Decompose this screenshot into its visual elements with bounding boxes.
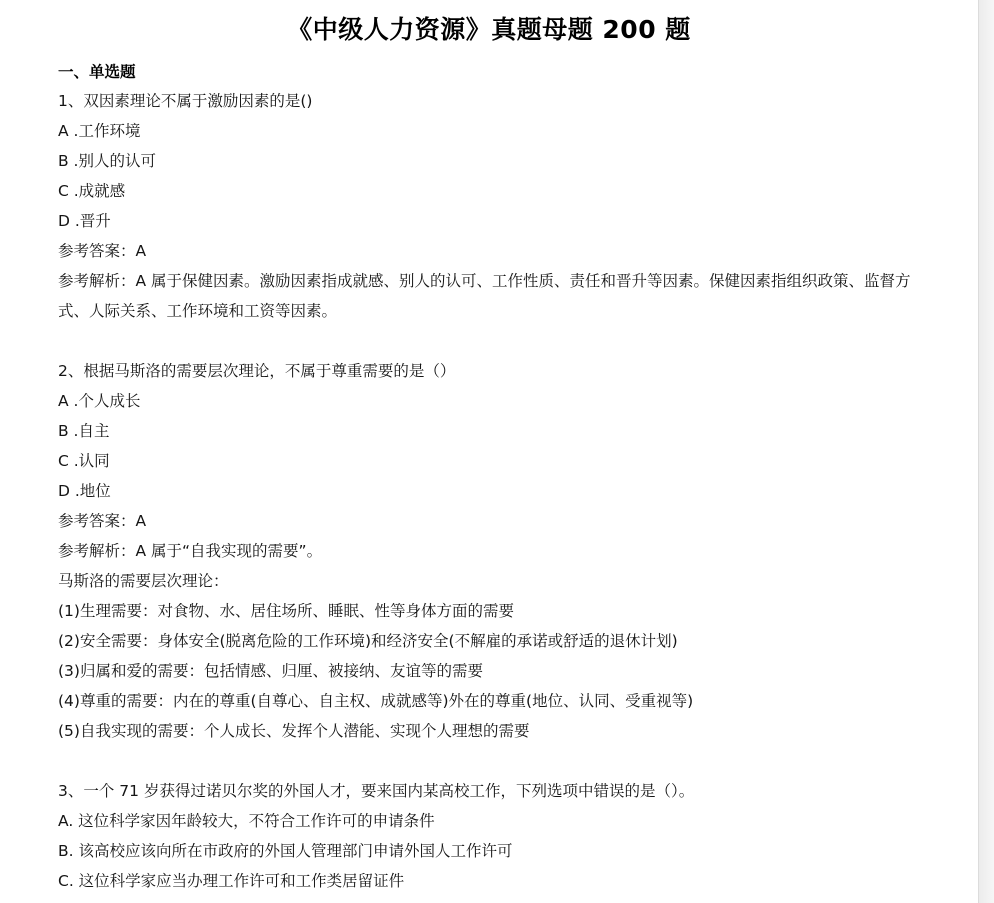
page-edge bbox=[978, 0, 994, 903]
option-b: B. 该高校应该向所在市政府的外国人管理部门申请外国人工作许可 bbox=[58, 842, 513, 860]
question-1 bbox=[58, 86, 948, 326]
section-heading: 一、单选题 bbox=[58, 63, 136, 81]
option-b: B .别人的认可 bbox=[58, 152, 156, 170]
analysis-note: 马斯洛的需要层次理论： bbox=[58, 572, 229, 590]
analysis-note: (2)安全需要：身体安全(脱离危险的工作环境)和经济安全(不解雇的承诺或舒适的退休计划) bbox=[58, 632, 678, 650]
option-a: A. 这位科学家因年龄较大，不符合工作许可的申请条件 bbox=[58, 812, 435, 830]
reference-analysis: 参考解析：A 属于“自我实现的需要”。 bbox=[58, 542, 323, 560]
option-c: C .认同 bbox=[58, 452, 110, 470]
analysis-note: (1)生理需要：对食物、水、居住场所、睡眠、性等身体方面的需要 bbox=[58, 602, 514, 620]
spacer bbox=[58, 326, 948, 356]
analysis-note: (4)尊重的需要：内在的尊重(自尊心、自主权、成就感等)外在的尊重(地位、认同、受重视等) bbox=[58, 692, 694, 710]
spacer bbox=[58, 746, 948, 776]
analysis-note: (3)归属和爱的需要：包括情感、归厘、被接纳、友谊等的需要 bbox=[58, 662, 483, 680]
reference-analysis: 参考解析：A 属于保健因素。激励因素指成就感、别人的认可、工作性质、责任和晋升等因素。保健因素指组织政策、监督方式、人际关系、工作环境和工资等因素。 bbox=[58, 272, 911, 320]
question-2 bbox=[58, 356, 948, 746]
option-c: C. 这位科学家应当办理工作许可和工作类居留证件 bbox=[58, 872, 405, 890]
question-3 bbox=[58, 776, 948, 896]
document-body bbox=[58, 58, 948, 896]
option-c: C .成就感 bbox=[58, 182, 126, 200]
question-stem: 2、根据马斯洛的需要层次理论，不属于尊重需要的是（） bbox=[58, 362, 456, 380]
document-title: 《中级人力资源》真题母题 200 题 bbox=[287, 15, 691, 44]
reference-answer: 参考答案：A bbox=[58, 512, 147, 530]
question-stem: 1、双因素理论不属于激励因素的是() bbox=[58, 92, 313, 110]
option-a: A .个人成长 bbox=[58, 392, 141, 410]
option-a: A .工作环境 bbox=[58, 122, 141, 140]
option-d: D .地位 bbox=[58, 482, 111, 500]
question-stem: 3、一个 71 岁获得过诺贝尔奖的外国人才，要来国内某高校工作，下列选项中错误的是（）。 bbox=[58, 782, 695, 800]
analysis-note: (5)自我实现的需要：个人成长、发挥个人潜能、实现个人理想的需要 bbox=[58, 722, 530, 740]
option-d: D .晋升 bbox=[58, 212, 111, 230]
reference-answer: 参考答案：A bbox=[58, 242, 147, 260]
option-b: B .自主 bbox=[58, 422, 110, 440]
